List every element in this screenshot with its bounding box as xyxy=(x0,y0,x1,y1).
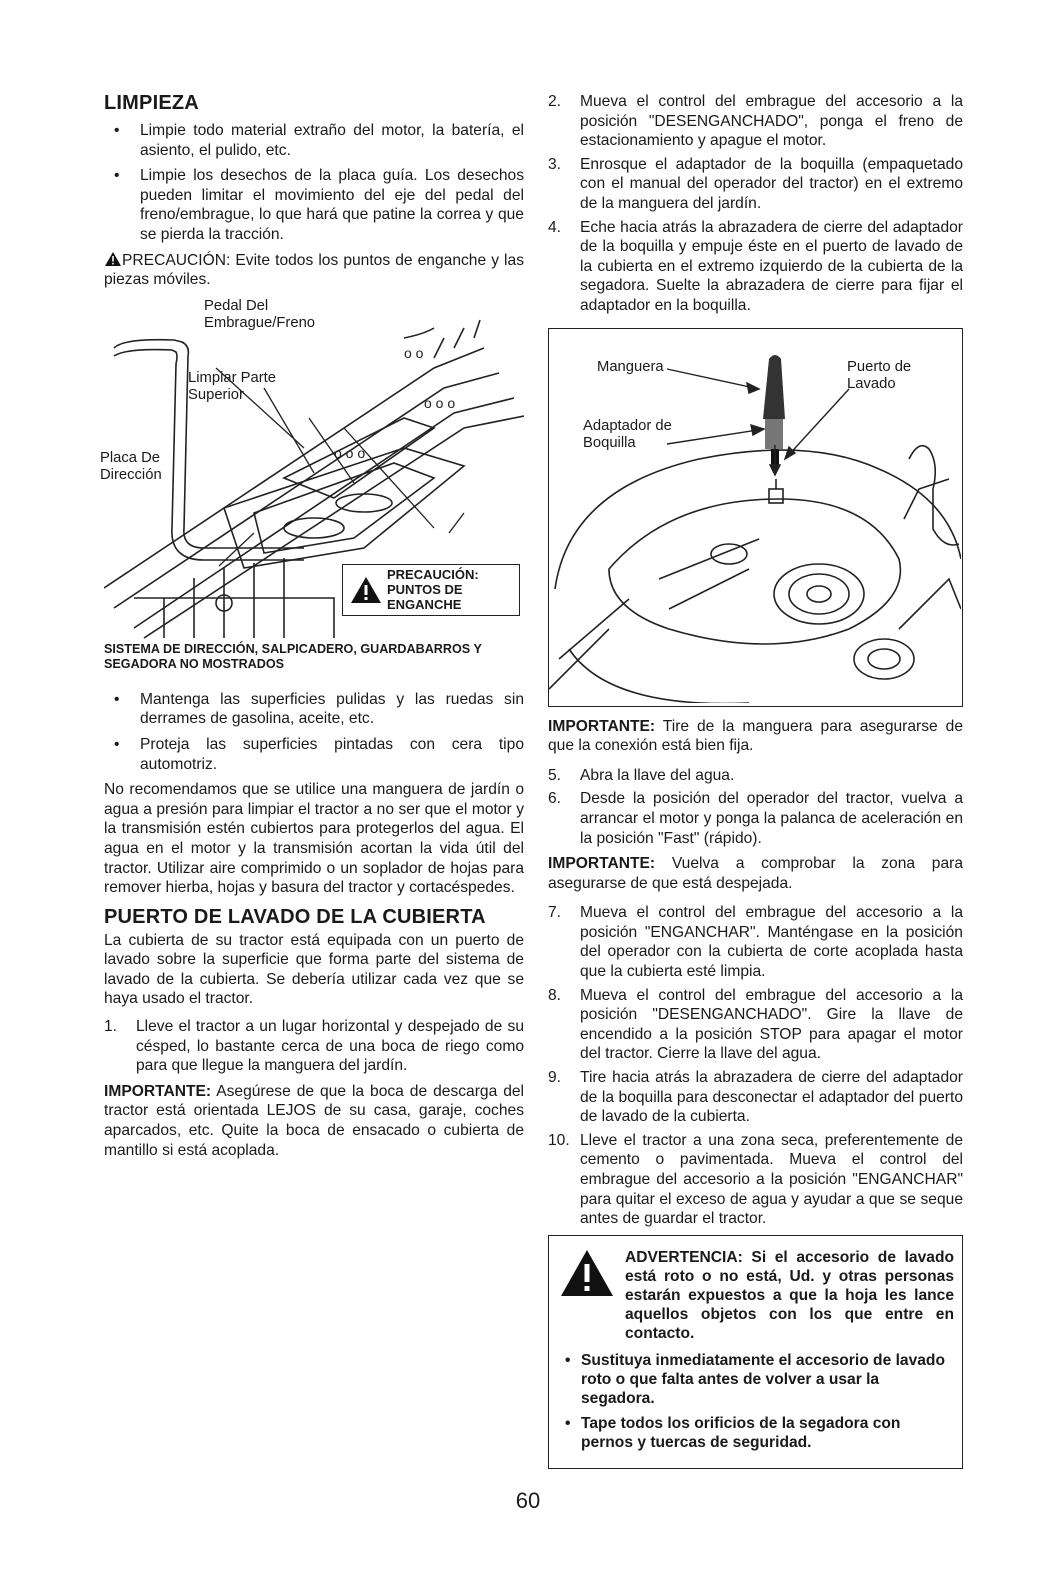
advertencia-bullets xyxy=(559,1351,954,1452)
list-item: 8. Mueva el control del embrague del accesorio a la posición "DESENGANCHADO". Gire la llave de encendido a la posición STOP para apagar el motor del tractor. Cierre la llave del agua. xyxy=(548,986,963,1063)
advertencia-box xyxy=(548,1235,963,1469)
list-item: 9. Tire hacia atrás la abrazadera de cierre del adaptador de la boquilla para desconectar el adaptador del puerto de lavado de la cubierta. xyxy=(548,1069,963,1126)
label-adaptador: Adaptador de Boquilla xyxy=(583,417,672,451)
surface-bullets xyxy=(104,690,524,774)
svg-text:o o o: o o o xyxy=(334,444,366,461)
label-pedal: Pedal Del Embrague/Freno xyxy=(204,297,316,331)
page-number: 60 xyxy=(515,1488,541,1513)
list-item: 5. Abra la llave del agua. xyxy=(548,766,735,784)
list-item: • Limpie todo material extraño del motor, la batería, el asiento, el pulido, etc. xyxy=(104,121,524,160)
right-column xyxy=(548,92,963,1469)
label-placa: Placa De Dirección xyxy=(100,449,162,483)
importante-note: IMPORTANTE: Asegúrese de que la boca de descarga del tractor está orientada LEJOS de su casa, garaje, coches aparcados, etc. Quite la boca de ensacado o cubierta de mantillo si está acoplada. xyxy=(104,1082,524,1159)
steps-b xyxy=(548,766,963,848)
steps-a xyxy=(548,92,963,316)
list-item: 2. Mueva el control del embrague del accesorio a la posición "DESENGANCHADO", ponga el freno de estacionamiento y apague el motor. xyxy=(548,93,963,150)
importante-note: IMPORTANTE: Vuelva a comprobar la zona para asegurarse de que está despejada. xyxy=(548,855,963,892)
cleaning-bullets xyxy=(104,121,524,245)
figure-caption: SISTEMA DE DIRECCIÓN, SALPICADERO, GUARDABARROS Y SEGADORA NO MOSTRADOS xyxy=(104,641,482,671)
list-item: 3. Enrosque el adaptador de la boquilla (empaquetado con el manual del operador del tractor) en el extremo de la manguera del jardín. xyxy=(548,155,963,212)
list-item: 1. Lleve el tractor a un lugar horizontal y despejado de su césped, lo bastante cerca de una boca de riego como para que llegue la manguera del jardín. xyxy=(104,1018,524,1075)
steps-c xyxy=(548,903,963,1229)
paragraph-deck: La cubierta de su tractor está equipada con un puerto de lavado sobre la superficie que forma parte del sistema de lavado de la cubierta. Se debería utilizar cada vez que se haya usado el tractor. xyxy=(104,931,524,1008)
paragraph-hose: No recomendamos que se utilice una manguera de jardín o agua a presión para limpiar el tractor a no ser que el motor y la transmisión estén cubiertos para protegerlos del agua. El agua en el motor y la transmisión acortan la vida útil del tractor. Utilizar aire comprimido o un soplador de hojas para remover hierba, hojas y basura del tractor y cortacéspedes. xyxy=(104,781,524,897)
advertencia-text: ADVERTENCIA: Si el accesorio de lavado está roto o no está, Ud. y otras personas estarán expuestos a que la hoja les lance aquellos objetos con los que entre en contacto. xyxy=(625,1248,954,1342)
importante-note: IMPORTANTE: Tire de la manguera para asegurarse de que la conexión está bien fija. xyxy=(548,717,963,755)
warning-triangle-icon xyxy=(349,575,383,605)
label-limpiar: Limpiar Parte Superior xyxy=(188,369,276,403)
steering-plate-figure xyxy=(100,297,524,642)
label-manguera: Manguera xyxy=(597,358,664,375)
list-item: • Sustituya inmediatamente el accesorio de lavado roto o que falta antes de volver a usar la segadora. xyxy=(559,1351,954,1408)
warning-triangle-icon xyxy=(559,1248,615,1298)
list-item: • Tape todos los orificios de la segadora con pernos y tuercas de seguridad. xyxy=(559,1414,954,1452)
list-item: 6. Desde la posición del operador del tractor, vuelva a arrancar el motor y ponga la palanca de aceleración en la posición "Fast" (rápido). xyxy=(548,790,963,847)
precaucion-note: PRECAUCIÓN: Evite todos los puntos de enganche y las piezas móviles. xyxy=(104,251,524,289)
list-item: 7. Mueva el control del embrague del accesorio a la posición "ENGANCHAR". Manténgase en la posición del operador con la cubierta de corte acoplada hasta que la cubierta esté limpia. xyxy=(548,904,963,981)
warning-triangle-icon xyxy=(104,251,122,267)
heading-puerto: PUERTO DE LAVADO DE LA CUBIERTA xyxy=(104,905,486,928)
list-item: • Mantenga las superficies pulidas y las ruedas sin derrames de gasolina, aceite, etc. xyxy=(104,690,524,729)
wash-port-figure xyxy=(548,328,963,707)
pinch-warning-label: PRECAUCIÓN: PUNTOS DE ENGANCHE xyxy=(342,564,520,616)
list-item: 10. Lleve el tractor a una zona seca, preferentemente de cemento o pavimentada. Mueva el control del embrague del accesorio a la posición "ENGANCHAR" para quitar el exceso de agua y ayudar a que se seque antes de guardar el tractor. xyxy=(548,1131,963,1228)
list-item: • Proteja las superficies pintadas con cera tipo automotriz. xyxy=(104,735,524,774)
list-item: • Limpie los desechos de la placa guía. Los desechos pueden limitar el movimiento del eje del pedal del freno/embrague, lo que hará que patine la correa y que se pierda la tracción. xyxy=(104,166,524,244)
left-column xyxy=(100,92,524,1160)
svg-text:o o: o o xyxy=(404,344,424,361)
list-item: 4. Eche hacia atrás la abrazadera de cierre del adaptador de la boquilla y empuje éste en el puerto de lavado de la cubierta en el extremo izquierdo de la cubierta de la segadora. Suelte la abrazadera de cierre para fijar el adaptador en la boquilla. xyxy=(548,218,963,314)
svg-text:o o o: o o o xyxy=(424,394,456,411)
heading-limpieza: LIMPIEZA xyxy=(104,92,199,114)
label-puerto: Puerto de Lavado xyxy=(847,358,912,392)
steps-left xyxy=(104,1017,524,1076)
